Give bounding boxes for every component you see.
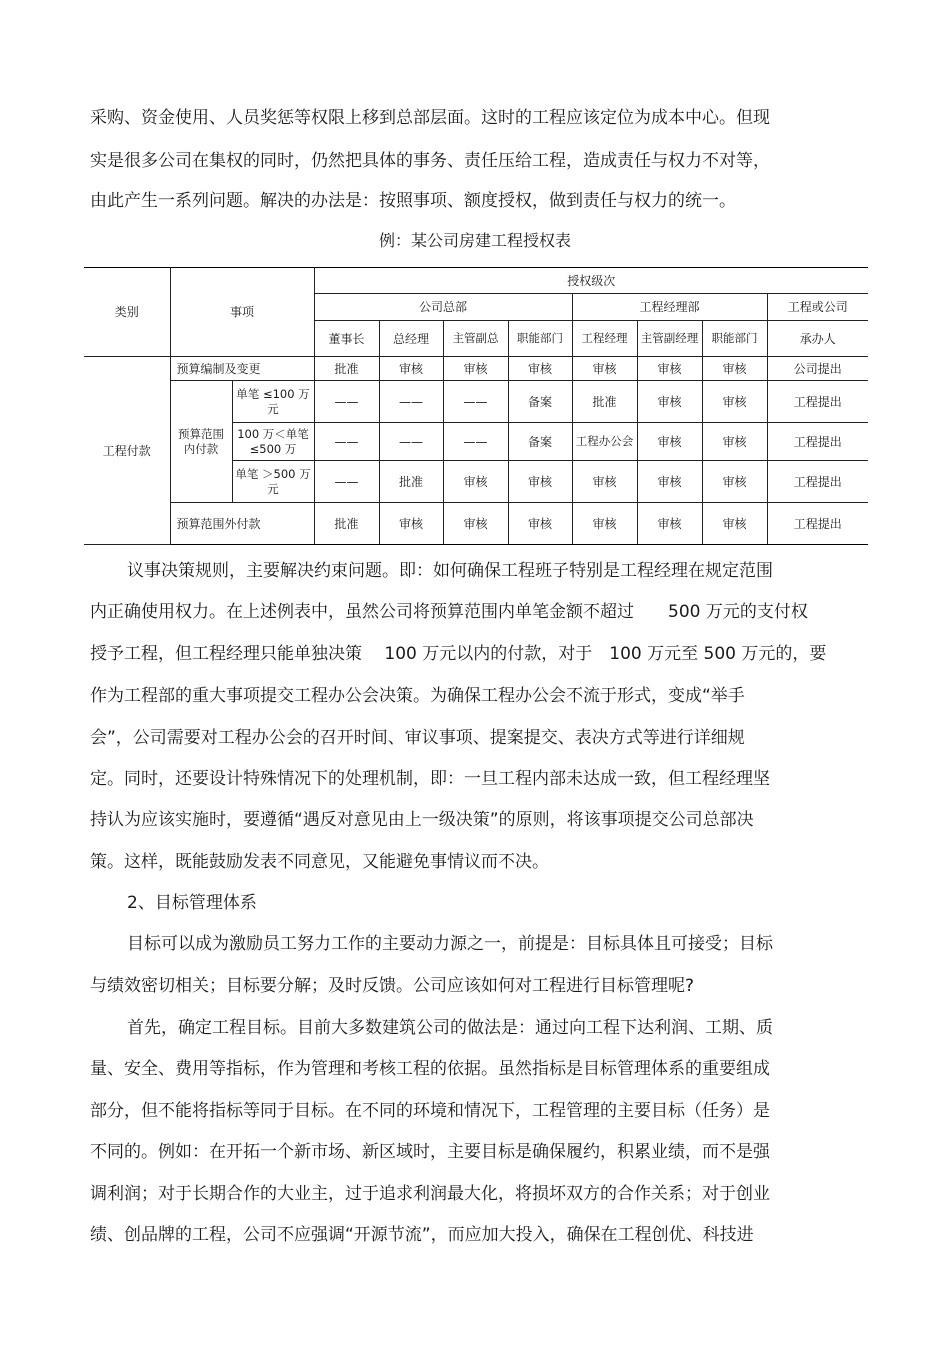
body-text-line: 议事决策规则，主要解决约束问题。即：如何确保工程班子特别是工程经理在规定范围: [127, 561, 773, 581]
table-cell: 批准: [314, 503, 379, 545]
role-header: 董事长: [314, 321, 379, 357]
table-cell: 审核: [572, 357, 637, 381]
table-cell: ——: [443, 381, 508, 423]
body-text-line: 不同的。例如：在开拓一个新市场、新区域时，主要目标是确保履约，积累业绩，而不是强: [90, 1142, 770, 1162]
header-category: 类别: [84, 268, 170, 357]
table-cell: 审核: [637, 503, 702, 545]
body-text-line: 作为工程部的重大事项提交工程办公会决策。为确保工程办公会不流于形式，变成“举手: [90, 686, 745, 706]
body-text-line: 绩、创品牌的工程，公司不应强调“开源节流”，而应加大投入，确保在工程创优、科技进: [90, 1225, 754, 1245]
table-cell: 备案: [508, 423, 572, 461]
group-project-company: 工程或公司: [767, 294, 868, 321]
role-header: 职能部门: [508, 321, 572, 357]
table-cell: 备案: [508, 381, 572, 423]
body-text-line: 策。这样，既能鼓励发表不同意见，又能避免事情议而不决。: [90, 852, 549, 872]
item-cell: 预算编制及变更: [170, 357, 314, 381]
body-text-line: 由此产生一系列问题。解决的办法是：按照事项、额度授权，做到责任与权力的统一。: [90, 191, 736, 211]
table-cell: ——: [314, 423, 379, 461]
table-cell: 工程提出: [767, 381, 868, 423]
table-cell: 审核: [443, 503, 508, 545]
body-text-line: 首先，确定工程目标。目前大多数建筑公司的做法是：通过向工程下达利润、工期、质: [127, 1018, 773, 1038]
item-cell: 单笔 ≤100 万元: [232, 381, 314, 423]
body-text-line: 内正确使用权力。在上述例表中，虽然公司将预算范围内单笔金额不超过 500 万元的支付权: [90, 602, 808, 622]
body-text-line: 实是很多公司在集权的同时，仍然把具体的事务、责任压给工程，造成责任与权力不对等，: [90, 151, 770, 171]
table-cell: 审核: [443, 461, 508, 503]
role-header: 总经理: [379, 321, 443, 357]
table-cell: 审核: [379, 357, 443, 381]
table-cell: 审核: [508, 357, 572, 381]
table-cell: 审核: [637, 357, 702, 381]
table-cell: 审核: [508, 503, 572, 545]
role-header: 工程经理: [572, 321, 637, 357]
body-text-line: 量、安全、费用等指标，作为管理和考核工程的依据。虽然指标是目标管理体系的重要组成: [90, 1059, 770, 1079]
table-cell: 审核: [508, 461, 572, 503]
body-text-line: 采购、资金使用、人员奖惩等权限上移到总部层面。这时的工程应该定位为成本中心。但现: [90, 108, 770, 128]
item-cell: 100 万＜单笔≤500 万: [232, 423, 314, 461]
table-cell: 工程提出: [767, 423, 868, 461]
table-cell: 批准: [572, 381, 637, 423]
header-item: 事项: [170, 268, 314, 357]
body-text-line: 定。同时，还要设计特殊情况下的处理机制，即：一旦工程内部未达成一致，但工程经理坚: [90, 769, 770, 789]
table-cell: 工程提出: [767, 461, 868, 503]
role-header: 承办人: [767, 321, 868, 357]
table-cell: 批准: [379, 461, 443, 503]
table-cell: 审核: [702, 357, 767, 381]
table-cell: ——: [379, 423, 443, 461]
table-cell: 审核: [637, 381, 702, 423]
header-auth-level: 授权级次: [314, 268, 868, 294]
group-headquarters: 公司总部: [314, 294, 572, 321]
item-cell: 预算范围外付款: [170, 503, 314, 545]
table-cell: 审核: [379, 503, 443, 545]
table-cell: 公司提出: [767, 357, 868, 381]
group-project-dept: 工程经理部: [572, 294, 767, 321]
table-cell: 审核: [637, 461, 702, 503]
category-cell: 工程付款: [84, 357, 170, 545]
role-header: 职能部门: [702, 321, 767, 357]
body-text-line: 会”，公司需要对工程办公会的召开时间、审议事项、提案提交、表决方式等进行详细规: [90, 728, 745, 748]
table-cell: 审核: [572, 503, 637, 545]
sub-category-cell: 预算范围内付款: [170, 381, 232, 503]
table-cell: ——: [314, 381, 379, 423]
table-cell: 审核: [637, 423, 702, 461]
body-text-line: 部分，但不能将指标等同于目标。在不同的环境和情况下，工程管理的主要目标（任务）是: [90, 1101, 770, 1121]
body-text-line: 与绩效密切相关；目标要分解；及时反馈。公司应该如何对工程进行目标管理呢?: [90, 976, 695, 996]
table-cell: ——: [443, 423, 508, 461]
section-heading: 2、目标管理体系: [127, 893, 257, 913]
table-cell: 审核: [702, 381, 767, 423]
table-cell: 审核: [702, 503, 767, 545]
authorization-table: [84, 267, 868, 545]
body-text-line: 目标可以成为激励员工努力工作的主要动力源之一，前提是：目标具体且可接受；目标: [127, 934, 773, 954]
body-text-line: 调利润；对于长期合作的大业主，过于追求利润最大化，将损坏双方的合作关系；对于创业: [90, 1184, 770, 1204]
table-cell: 批准: [314, 357, 379, 381]
table-cell: ——: [379, 381, 443, 423]
table-cell: 审核: [702, 423, 767, 461]
role-header: 主管副总: [443, 321, 508, 357]
table-cell: 工程办公会: [572, 423, 637, 461]
role-header: 主管副经理: [637, 321, 702, 357]
table-cell: 审核: [702, 461, 767, 503]
table-cell: 审核: [443, 357, 508, 381]
table-cell: 审核: [572, 461, 637, 503]
table-cell: ——: [314, 461, 379, 503]
table-cell: 工程提出: [767, 503, 868, 545]
item-cell: 单笔 ＞500 万元: [232, 461, 314, 503]
body-text-line: 持认为应该实施时，要遵循“遇反对意见由上一级决策”的原则，将该事项提交公司总部决: [90, 810, 754, 830]
body-text-line: 授予工程，但工程经理只能单独决策 100 万元以内的付款，对于 100 万元至 500 万元的，要: [90, 644, 827, 664]
table-caption: 例：某公司房建工程授权表: [378, 231, 571, 250]
